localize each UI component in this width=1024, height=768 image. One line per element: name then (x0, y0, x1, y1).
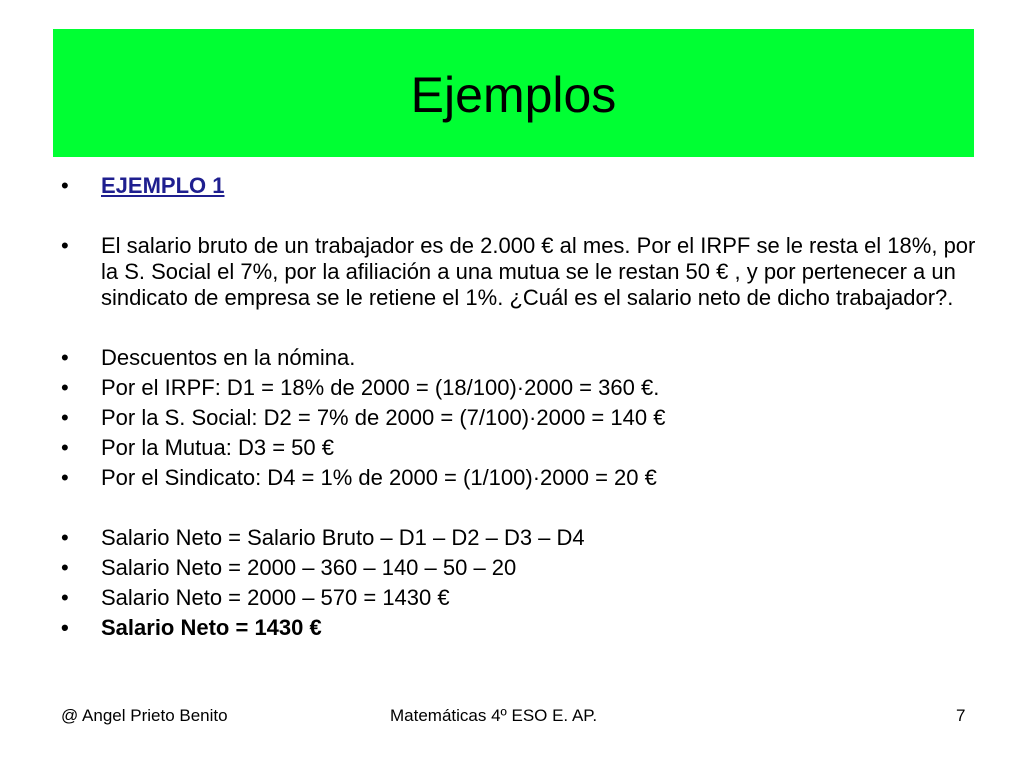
bullet-net-substitution: • Salario Neto = 2000 – 360 – 140 – 50 – 20 (61, 555, 991, 581)
footer-page-number: 7 (956, 706, 966, 725)
slide-title: Ejemplos (410, 67, 617, 123)
bullet-heading (61, 173, 991, 199)
bullet-discounts-intro: • Descuentos en la nómina. (61, 345, 991, 371)
bullet-net-result: • Salario Neto = 1430 € (61, 615, 991, 641)
footer-course: Matemáticas 4º ESO E. AP. (390, 706, 598, 725)
bullet-problem-statement: • El salario bruto de un trabajador es de 2.000 € al mes. Por el IRPF se le resta el 18%, por la S. Social el 7%, por la afiliación a una mutua se le restan 50 € , y por pertenecer a un sindicato de empresa se le retiene el 1%. ¿Cuál es el salario neto de dicho trabajador?. (61, 233, 991, 311)
example-heading-link[interactable]: EJEMPLO 1 (101, 173, 225, 198)
bullet-discount-irpf: • Por el IRPF: D1 = 18% de 2000 = (18/100)·2000 = 360 €. (61, 375, 991, 401)
bullet-discount-social: • Por la S. Social: D2 = 7% de 2000 = (7/100)·2000 = 140 € (61, 405, 991, 431)
bullet-net-simplified: • Salario Neto = 2000 – 570 = 1430 € (61, 585, 991, 611)
bullet-discount-mutua: • Por la Mutua: D3 = 50 € (61, 435, 991, 461)
title-bar (53, 29, 974, 157)
footer-author: @ Angel Prieto Benito (61, 706, 228, 725)
bullet-discount-sindicato: • Por el Sindicato: D4 = 1% de 2000 = (1/100)·2000 = 20 € (61, 465, 991, 491)
content-list (61, 173, 991, 645)
bullet-net-formula: • Salario Neto = Salario Bruto – D1 – D2 – D3 – D4 (61, 525, 991, 551)
